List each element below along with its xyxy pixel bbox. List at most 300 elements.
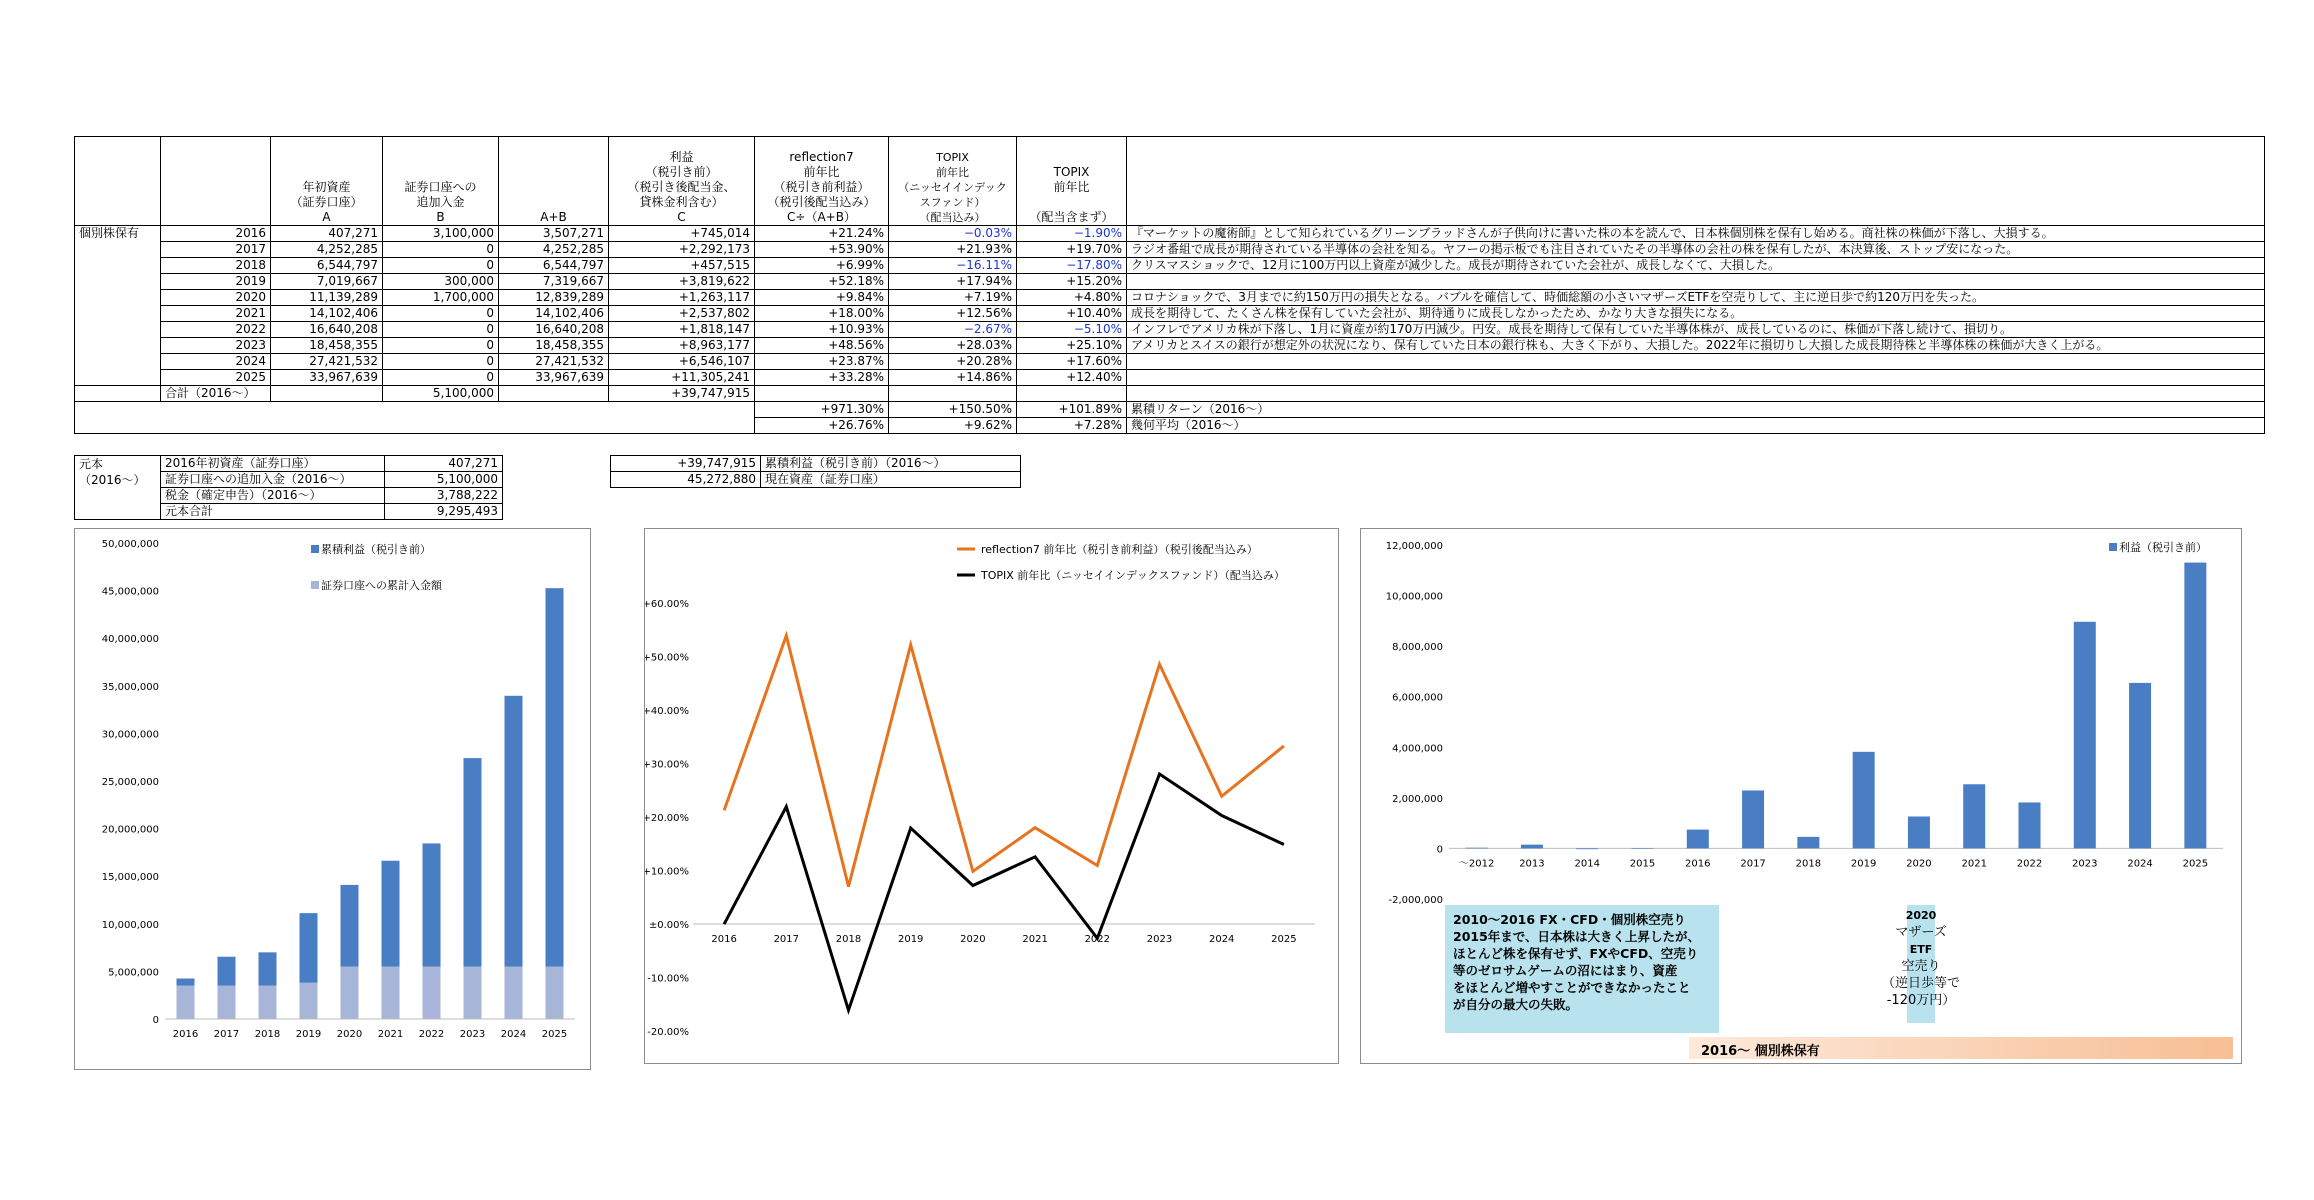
y-tick-label: +60.00% <box>645 599 689 610</box>
deposit-bar <box>259 986 277 1019</box>
topix-dividend-return-cell: −0.03% <box>889 226 1017 242</box>
header-line: C <box>677 210 686 224</box>
x-tick-label: 2019 <box>897 934 924 945</box>
profit-bar <box>546 588 564 966</box>
total-label: 合計（2016〜） <box>161 386 271 402</box>
header-line: （配当込み） <box>919 211 986 224</box>
y-tick-label: 8,000,000 <box>1392 642 1443 654</box>
header-line: （税引後配当込み） <box>767 195 876 209</box>
yearly-return-line-chart <box>645 529 1338 1063</box>
profit-bar <box>1687 830 1709 849</box>
cumulative-stacked-bar-chart <box>75 529 590 1069</box>
mothers-line: （逆日歩等で <box>1881 976 1960 991</box>
reflection7-return-cell: +9.84% <box>755 290 889 306</box>
return-line-chart-panel <box>644 528 1339 1064</box>
header-line: （ニッセイインデックスファンド） <box>898 181 1007 209</box>
profit-bar <box>259 952 277 985</box>
topix-dividend-return-cell: +28.03% <box>889 338 1017 354</box>
blank-cell <box>1017 386 1127 402</box>
x-tick-label: 2018 <box>835 934 862 945</box>
x-tick-label: 2020 <box>1906 858 1932 870</box>
profit-bar <box>218 957 236 986</box>
profit-bar <box>2074 622 2096 849</box>
cumulative-chart-panel <box>74 528 591 1070</box>
y-tick-label: -10.00% <box>647 973 689 985</box>
cumulative-reflection7: +971.30% <box>755 402 889 418</box>
profit-bar <box>1908 816 1930 848</box>
start-assets-cell: 18,458,355 <box>271 338 383 354</box>
y-tick-label: +50.00% <box>645 652 689 664</box>
header-line: 前年比 <box>1053 180 1090 194</box>
band-label: 2016〜 個別株保有 <box>1701 1044 1820 1059</box>
mothers-line: マザーズ <box>1895 925 1947 940</box>
principal-title <box>75 456 161 520</box>
header-topix-dividend <box>889 137 1017 226</box>
legend-label: 証券口座への累計入金額 <box>321 579 442 592</box>
topix-dividend-return-cell: −2.67% <box>889 322 1017 338</box>
summary-label: 現在資産（証券口座） <box>761 472 1021 488</box>
deposit-bar <box>464 967 482 1019</box>
profit-cell: +2,292,173 <box>609 242 755 258</box>
deposit-cell: 1,700,000 <box>383 290 499 306</box>
profit-bar <box>382 861 400 967</box>
profit-bar <box>2019 802 2041 848</box>
summary-value: +39,747,915 <box>611 456 761 472</box>
assets-plus-deposit-cell: 14,102,406 <box>499 306 609 322</box>
y-tick-label: 15,000,000 <box>101 872 159 884</box>
year-cell: 2021 <box>161 306 271 322</box>
x-tick-label: 2024 <box>500 1029 527 1040</box>
topix-no-dividend-return-cell: +17.60% <box>1017 354 1127 370</box>
series-line <box>724 636 1284 887</box>
year-note-cell: ラジオ番組で成長が期待されている半導体の会社を知る。ヤフーの掲示板でも注目されていたその半導体の会社の株を保有したが、本決算後、ストップ安になった。 <box>1127 242 2265 258</box>
assets-plus-deposit-cell: 33,967,639 <box>499 370 609 386</box>
topix-dividend-return-cell: +17.94% <box>889 274 1017 290</box>
header-line: TOPIX <box>936 151 969 164</box>
header-line: 貸株金利含む） <box>639 195 724 209</box>
header-line: 前年比 <box>936 166 969 179</box>
cumulative-topix-no-dividend: +101.89% <box>1017 402 1127 418</box>
profit-cell: +1,818,147 <box>609 322 755 338</box>
cumulative-label: 累積リターン（2016〜） <box>1127 402 2265 418</box>
y-tick-label: 2,000,000 <box>1392 793 1443 805</box>
start-assets-cell: 407,271 <box>271 226 383 242</box>
deposit-cell: 0 <box>383 354 499 370</box>
topix-no-dividend-return-cell: +15.20% <box>1017 274 1127 290</box>
topix-no-dividend-return-cell: −5.10% <box>1017 322 1127 338</box>
x-tick-label: 2021 <box>1961 858 1987 870</box>
header-line: 利益 <box>669 150 694 164</box>
table-row <box>75 338 2265 354</box>
principal-label: 2016年初資産（証券口座） <box>161 456 385 472</box>
year-note-cell: クリスマスショックで、12月に100万円以上資産が減少した。成長が期待されていた会社が、成長しなくて、大損した。 <box>1127 258 2265 274</box>
geometric-topix-dividend: +9.62% <box>889 418 1017 434</box>
principal-value: 5,100,000 <box>385 472 503 488</box>
legend-swatch <box>2109 543 2117 551</box>
header-reflection7 <box>755 137 889 226</box>
profit-cell: +2,537,802 <box>609 306 755 322</box>
principal-title-line: 元本 <box>79 457 104 471</box>
topix-no-dividend-return-cell: +19.70% <box>1017 242 1127 258</box>
profit-bar <box>1963 784 1985 848</box>
x-tick-label: 2025 <box>2182 858 2209 870</box>
y-tick-label: 0 <box>152 1015 159 1026</box>
year-cell: 2019 <box>161 274 271 290</box>
year-cell: 2022 <box>161 322 271 338</box>
blank-cell <box>499 386 609 402</box>
year-cell: 2025 <box>161 370 271 386</box>
start-assets-cell: 7,019,667 <box>271 274 383 290</box>
profit-bar <box>1853 752 1875 849</box>
note-line: をほとんど増やすことができなかったこと <box>1453 980 1691 995</box>
deposit-bar <box>218 986 236 1019</box>
deposit-bar <box>546 967 564 1019</box>
x-tick-label: 2015 <box>1629 858 1656 870</box>
geometric-reflection7: +26.76% <box>755 418 889 434</box>
profit-bar <box>177 979 195 986</box>
topix-dividend-return-cell: +21.93% <box>889 242 1017 258</box>
y-tick-label: 50,000,000 <box>101 539 159 550</box>
profit-cell: +8,963,177 <box>609 338 755 354</box>
x-tick-label: 2022 <box>1084 934 1111 945</box>
y-tick-label: 12,000,000 <box>1385 541 1443 552</box>
y-tick-label: 45,000,000 <box>101 586 159 598</box>
header-line: （税引き後配当金、 <box>627 180 736 194</box>
header-ab <box>499 137 609 226</box>
year-cell: 2023 <box>161 338 271 354</box>
year-note-cell: 成長を期待して、たくさん株を保有していた会社が、期待通りに成長しなかったため、かなり大きな損失になる。 <box>1127 306 2265 322</box>
deposit-bar <box>423 967 441 1019</box>
year-cell: 2024 <box>161 354 271 370</box>
note-line: 2010〜2016 FX・CFD・個別株空売り <box>1453 912 1686 927</box>
y-tick-label: ±0.00% <box>648 920 689 931</box>
total-deposit: 5,100,000 <box>383 386 499 402</box>
topix-no-dividend-return-cell: −17.80% <box>1017 258 1127 274</box>
assets-plus-deposit-cell: 4,252,285 <box>499 242 609 258</box>
deposit-bar <box>505 967 523 1019</box>
year-note-cell: コロナショックで、3月までに約150万円の損失となる。バブルを確信して、時価総額の小さいマザーズETFを空売りして、主に逆日歩で約120万円を失った。 <box>1127 290 2265 306</box>
header-line: reflection7 <box>789 150 854 164</box>
profit-bar <box>1576 848 1598 849</box>
profit-bar <box>341 885 359 967</box>
note-line: ほとんど株を保有せず、FXやCFD、空売り <box>1453 946 1699 961</box>
y-tick-label: 25,000,000 <box>101 777 159 788</box>
profit-cell: +457,515 <box>609 258 755 274</box>
table-header-row <box>75 137 2265 226</box>
failure-note-box <box>1445 905 1719 1033</box>
x-tick-label: 2019 <box>1850 858 1877 870</box>
y-tick-label: 10,000,000 <box>101 919 159 931</box>
assets-plus-deposit-cell: 12,839,289 <box>499 290 609 306</box>
header-line: TOPIX <box>1053 165 1090 179</box>
y-tick-label: 0 <box>1436 844 1443 856</box>
deposit-bar <box>382 967 400 1019</box>
reflection7-return-cell: +21.24% <box>755 226 889 242</box>
reflection7-return-cell: +6.99% <box>755 258 889 274</box>
mothers-line: -120万円） <box>1886 993 1956 1008</box>
x-tick-label: 2025 <box>541 1029 568 1040</box>
reflection7-return-cell: +23.87% <box>755 354 889 370</box>
x-tick-label: 2023 <box>459 1029 486 1040</box>
x-tick-label: 2022 <box>418 1029 445 1040</box>
mothers-line: 2020 <box>1905 909 1937 922</box>
mothers-line: ETF <box>1909 943 1933 956</box>
x-tick-label: 2022 <box>2016 858 2043 870</box>
deposit-cell: 0 <box>383 258 499 274</box>
y-tick-label: -20.00% <box>647 1027 689 1038</box>
deposit-cell: 300,000 <box>383 274 499 290</box>
year-cell: 2018 <box>161 258 271 274</box>
summary-row <box>611 456 1021 472</box>
legend-swatch <box>311 581 319 589</box>
profit-bar <box>505 696 523 967</box>
y-tick-label: 30,000,000 <box>101 729 159 741</box>
table-row <box>75 370 2265 386</box>
total-profit: +39,747,915 <box>609 386 755 402</box>
x-tick-label: 2023 <box>2072 858 2098 870</box>
x-tick-label: 2018 <box>254 1029 281 1040</box>
y-tick-label: 20,000,000 <box>101 824 159 836</box>
header-line: A <box>322 210 331 224</box>
year-cell: 2020 <box>161 290 271 306</box>
blank-cell <box>75 402 755 418</box>
profit-bar <box>1742 790 1764 848</box>
header-c <box>609 137 755 226</box>
x-tick-label: 2017 <box>773 934 800 945</box>
header-line: （配当含まず） <box>1029 210 1114 224</box>
x-tick-label: 2021 <box>377 1029 404 1040</box>
header-line: B <box>436 210 445 224</box>
blank-cell <box>271 386 383 402</box>
y-tick-label: 5,000,000 <box>108 967 159 979</box>
table-row <box>75 274 2265 290</box>
principal-value: 407,271 <box>385 456 503 472</box>
x-tick-label: 2016 <box>1685 858 1711 870</box>
header-line: 前年比 <box>803 165 840 179</box>
start-assets-cell: 11,139,289 <box>271 290 383 306</box>
legend-label: TOPIX 前年比（ニッセイインデックスファンド）（配当込み） <box>981 569 1285 582</box>
x-tick-label: 2025 <box>1271 934 1297 945</box>
year-note-cell: インフレでアメリカ株が下落し、1月に資産が約170万円減少。円安。成長を期待して保有していた半導体株が、成長しているのに、株価が下落し続けて、損切り。 <box>1127 322 2265 338</box>
total-row <box>75 386 2265 402</box>
topix-dividend-return-cell: +12.56% <box>889 306 1017 322</box>
header-line: 証券口座への <box>404 180 477 194</box>
topix-no-dividend-return-cell: +10.40% <box>1017 306 1127 322</box>
y-tick-label: 10,000,000 <box>1385 591 1443 603</box>
legend-label: 累積利益（税引き前） <box>321 543 431 556</box>
summary-table <box>610 455 1021 488</box>
header-line: 年初資産 <box>302 180 351 194</box>
year-note-cell: 『マーケットの魔術師』として知られているグリーンブラッドさんが子供向けに書いた株の本を読んで、日本株個別株を保有し始める。商社株の株価が下落し、大損する。 <box>1127 226 2265 242</box>
principal-label: 税金（確定申告）（2016〜） <box>161 488 385 504</box>
start-assets-cell: 33,967,639 <box>271 370 383 386</box>
reflection7-return-cell: +48.56% <box>755 338 889 354</box>
topix-dividend-return-cell: +14.86% <box>889 370 1017 386</box>
deposit-cell: 0 <box>383 306 499 322</box>
topix-no-dividend-return-cell: −1.90% <box>1017 226 1127 242</box>
principal-label: 証券口座への追加入金（2016〜） <box>161 472 385 488</box>
profit-cell: +6,546,107 <box>609 354 755 370</box>
topix-no-dividend-return-cell: +4.80% <box>1017 290 1127 306</box>
deposit-bar <box>177 986 195 1019</box>
y-tick-label: 4,000,000 <box>1392 743 1443 755</box>
profit-bar <box>1797 837 1819 849</box>
principal-table <box>74 455 503 520</box>
assets-plus-deposit-cell: 16,640,208 <box>499 322 609 338</box>
deposit-bar <box>341 967 359 1019</box>
principal-subtitle-line: （2016〜） <box>79 473 146 487</box>
year-note-cell: アメリカとスイスの銀行が想定外の状況になり、保有していた日本の銀行株も、大きく下がり、大損した。2022年に損切りし大損した成長期待株と半導体株の株価が大きく上がる。 <box>1127 338 2265 354</box>
x-tick-label: 2020 <box>960 934 986 945</box>
mothers-line: 空売り <box>1901 959 1941 974</box>
topix-no-dividend-return-cell: +25.10% <box>1017 338 1127 354</box>
table-row <box>75 322 2265 338</box>
y-tick-label: -2,000,000 <box>1388 895 1443 906</box>
y-tick-label: +40.00% <box>645 706 689 717</box>
header-line: C÷（A+B） <box>787 210 856 224</box>
year-note-cell <box>1127 354 2265 370</box>
header-a <box>271 137 383 226</box>
profit-cell: +745,014 <box>609 226 755 242</box>
profit-bar <box>423 843 441 966</box>
legend-label: 利益（税引き前） <box>2119 541 2207 554</box>
y-tick-label: 40,000,000 <box>101 634 159 646</box>
note-line: 2015年まで、日本株は大きく上昇したが、 <box>1453 929 1701 944</box>
start-assets-cell: 4,252,285 <box>271 242 383 258</box>
principal-row <box>75 456 503 472</box>
blank-cell <box>1127 386 2265 402</box>
profit-cell: +11,305,241 <box>609 370 755 386</box>
assets-plus-deposit-cell: 18,458,355 <box>499 338 609 354</box>
header-line: 追加入金 <box>416 195 465 209</box>
blank-cell <box>75 386 161 402</box>
table-row <box>75 290 2265 306</box>
summary-row <box>611 472 1021 488</box>
profit-cell: +3,819,622 <box>609 274 755 290</box>
deposit-cell: 0 <box>383 338 499 354</box>
table-row <box>75 226 2265 242</box>
year-note-cell <box>1127 370 2265 386</box>
cumulative-row <box>75 402 2265 418</box>
assets-plus-deposit-cell: 7,319,667 <box>499 274 609 290</box>
reflection7-return-cell: +10.93% <box>755 322 889 338</box>
topix-dividend-return-cell: +7.19% <box>889 290 1017 306</box>
summary-value: 45,272,880 <box>611 472 761 488</box>
profit-bar <box>300 913 318 983</box>
y-tick-label: +20.00% <box>645 813 689 824</box>
year-cell: 2016 <box>161 226 271 242</box>
deposit-cell: 3,100,000 <box>383 226 499 242</box>
x-tick-label: 2017 <box>213 1029 240 1040</box>
note-line: 等のゼロサムゲームの沼にはまり、資産 <box>1453 963 1678 978</box>
x-tick-label: 2013 <box>1519 858 1545 870</box>
x-tick-label: 2017 <box>1740 858 1766 870</box>
holding-period-band <box>1689 1037 2233 1059</box>
legend-label: reflection7 前年比（税引き前利益）（税引後配当込み） <box>981 543 1258 556</box>
x-tick-label: 2024 <box>2127 858 2153 870</box>
profit-cell: +1,263,117 <box>609 290 755 306</box>
year-note-cell <box>1127 274 2265 290</box>
header-b <box>383 137 499 226</box>
x-tick-label: 2024 <box>1208 934 1235 945</box>
topix-dividend-return-cell: −16.11% <box>889 258 1017 274</box>
start-assets-cell: 6,544,797 <box>271 258 383 274</box>
assets-plus-deposit-cell: 27,421,532 <box>499 354 609 370</box>
reflection7-return-cell: +33.28% <box>755 370 889 386</box>
deposit-bar <box>300 983 318 1019</box>
x-tick-label: 2016 <box>172 1029 199 1040</box>
topix-no-dividend-return-cell: +12.40% <box>1017 370 1127 386</box>
header-line <box>1021 195 1122 210</box>
reflection7-return-cell: +53.90% <box>755 242 889 258</box>
blank-cell <box>75 418 755 434</box>
table-row <box>75 258 2265 274</box>
geometric-label: 幾何平均（2016〜） <box>1127 418 2265 434</box>
reflection7-return-cell: +18.00% <box>755 306 889 322</box>
mothers-etf-text <box>1851 907 1991 1009</box>
profit-bar-chart-panel <box>1360 528 2242 1064</box>
deposit-cell: 0 <box>383 242 499 258</box>
note-line: が自分の最大の失敗。 <box>1453 997 1579 1012</box>
assets-plus-deposit-cell: 6,544,797 <box>499 258 609 274</box>
table-row <box>75 306 2265 322</box>
topix-dividend-return-cell: +20.28% <box>889 354 1017 370</box>
start-assets-cell: 14,102,406 <box>271 306 383 322</box>
header-line: （証券口座） <box>290 195 363 209</box>
cumulative-topix-dividend: +150.50% <box>889 402 1017 418</box>
assets-plus-deposit-cell: 3,507,271 <box>499 226 609 242</box>
y-tick-label: +10.00% <box>645 866 689 878</box>
y-tick-label: +30.00% <box>645 759 689 771</box>
x-tick-label: 〜2012 <box>1458 858 1495 870</box>
profit-bar <box>1521 845 1543 849</box>
start-assets-cell: 16,640,208 <box>271 322 383 338</box>
year-cell: 2017 <box>161 242 271 258</box>
reflection7-return-cell: +52.18% <box>755 274 889 290</box>
deposit-cell: 0 <box>383 322 499 338</box>
blank-cell <box>755 386 889 402</box>
x-tick-label: 2018 <box>1795 858 1822 870</box>
principal-value: 9,295,493 <box>385 504 503 520</box>
principal-value: 3,788,222 <box>385 488 503 504</box>
y-tick-label: 6,000,000 <box>1392 692 1443 704</box>
blank-cell <box>889 386 1017 402</box>
x-tick-label: 2016 <box>711 934 737 945</box>
x-tick-label: 2020 <box>336 1029 363 1040</box>
start-assets-cell: 27,421,532 <box>271 354 383 370</box>
y-tick-label: 35,000,000 <box>101 681 159 693</box>
principal-label: 元本合計 <box>161 504 385 520</box>
returns-table <box>74 136 2265 434</box>
profit-bar <box>2129 683 2151 849</box>
x-tick-label: 2019 <box>295 1029 322 1040</box>
profit-bar <box>1632 848 1654 849</box>
geometric-topix-no-dividend: +7.28% <box>1017 418 1127 434</box>
profit-bar <box>1466 848 1488 849</box>
legend-swatch <box>311 545 319 553</box>
header-line: （税引き前利益） <box>773 180 870 194</box>
header-topix-no-dividend <box>1017 137 1127 226</box>
profit-bar <box>2184 563 2206 849</box>
geometric-row <box>75 418 2265 434</box>
series-line <box>724 774 1284 1010</box>
profit-bar <box>464 758 482 966</box>
table-row <box>75 242 2265 258</box>
x-tick-label: 2021 <box>1022 934 1048 945</box>
x-tick-label: 2023 <box>1146 934 1173 945</box>
x-tick-label: 2014 <box>1574 858 1600 870</box>
header-line: （税引き前） <box>645 165 718 179</box>
